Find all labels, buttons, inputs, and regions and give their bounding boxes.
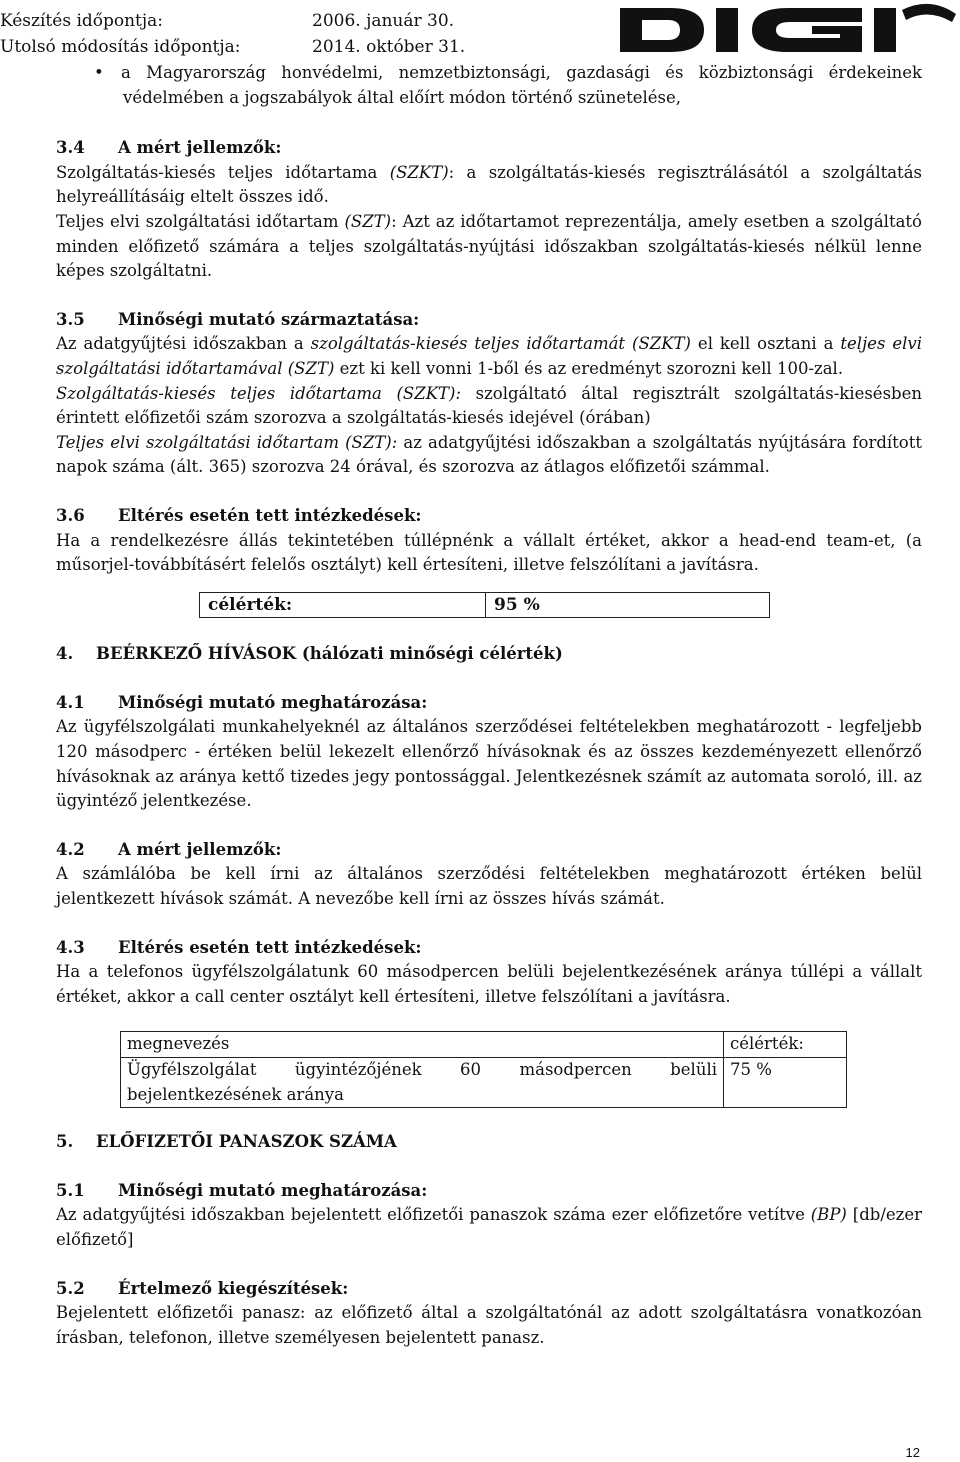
section-number: 4.1 xyxy=(56,692,85,712)
modified-label: Utolsó módosítás időpontja: xyxy=(0,37,241,57)
bullet-list xyxy=(94,61,922,110)
section-number: 4. xyxy=(56,644,74,664)
section-4-2-heading xyxy=(56,838,922,863)
section-title: Eltérés esetén tett intézkedések: xyxy=(118,505,422,525)
column-header-target: célérték: xyxy=(724,1032,847,1058)
section-title: A mért jellemzők: xyxy=(118,138,282,158)
table-row xyxy=(121,1058,847,1108)
section-4-1-text: Az ügyfélszolgálati munkahelyeknél az általános szerződései feltételekben meghatározott - legfeljebb 120 másodperc - értéken belül lekezelt ellenőrző hívásoknak és az összes kezdeményezett ellenőrző hívásoknak az aránya kettő tizedes jegy pontossággal. Jelentkezésnek számít az automata soroló, ill. az ügyintéző jelentkezése. xyxy=(56,717,922,811)
section-title: Eltérés esetén tett intézkedések: xyxy=(118,937,422,957)
szkt-derivation: Szolgáltatás-kiesés teljes időtartama (SZKT): szolgáltató által regisztrált szolgáltatás-kiesésben érintett előfizetői szám szorozva a szolgáltatás-kiesés idejével (órában) xyxy=(56,383,922,428)
target-value-table xyxy=(199,592,770,619)
document-header xyxy=(0,8,465,60)
section-5-2-heading xyxy=(56,1277,922,1302)
column-header-name: megnevezés xyxy=(121,1032,724,1058)
section-number: 3.4 xyxy=(56,138,85,158)
szt-definition: Teljes elvi szolgáltatási időtartam (SZT): Azt az időtartamot reprezentálja, amely esetben a szolgáltató minden előfizető számára a teljes szolgáltatás-nyújtási időszakban szolgáltatás-kiesés nélkül lenne képes szolgáltatni. xyxy=(56,211,922,281)
section-3-5-heading xyxy=(56,308,922,333)
section-number: 3.6 xyxy=(56,505,85,525)
szt-derivation: Teljes elvi szolgáltatási időtartam (SZT): az adatgyűjtési időszakban a szolgáltatás nyújtására fordított napok száma (ált. 365) szorozva 24 órával, és szorozva az átlagos előfizetői számmal. xyxy=(56,432,922,477)
derivation-paragraph: Az adatgyűjtési időszakban a szolgáltatás-kiesés teljes időtartamát (SZKT) el kell osztani a teljes elvi szolgáltatási időtartamával (SZT) ezt ki kell vonni 1-ből és az eredményt szorozni kell 100-zal. xyxy=(56,334,922,378)
section-5-heading xyxy=(56,1130,922,1155)
section-3-6-heading xyxy=(56,504,922,529)
bullet-icon: • xyxy=(94,63,104,82)
table-cell-target: 75 % xyxy=(724,1058,847,1108)
section-title: Minőségi mutató származtatása: xyxy=(118,309,420,329)
section-title: Minőségi mutató meghatározása: xyxy=(118,1180,428,1200)
modified-row xyxy=(0,34,465,60)
section-title: Minőségi mutató meghatározása: xyxy=(118,692,428,712)
section-4-heading xyxy=(56,642,922,667)
section-title: BEÉRKEZŐ HÍVÁSOK (hálózati minőségi célérték) xyxy=(96,644,563,664)
section-number: 4.2 xyxy=(56,839,85,859)
table-cell-label: célérték: xyxy=(200,592,486,618)
bullet-line-2: védelmében a jogszabályok által előírt módon történő szünetelése, xyxy=(123,87,681,107)
digi-logo xyxy=(612,0,960,56)
section-5-2-text: Bejelentett előfizetői panasz: az előfizető által a szolgáltatónál az adott szolgáltatásra vonatkozóan írásban, telefonon, illetve személyesen bejelentett panasz. xyxy=(56,1303,922,1347)
table-header-row xyxy=(121,1032,847,1058)
document-body xyxy=(56,61,922,1350)
table-cell-name: Ügyfélszolgálat ügyintézőjének 60 másodpercen belüli bejelentkezésének aránya xyxy=(121,1058,724,1108)
created-row xyxy=(0,8,465,34)
table-row xyxy=(200,592,770,618)
section-4-3-heading xyxy=(56,936,922,961)
bullet-line-1: a Magyarország honvédelmi, nemzetbiztonsági, gazdasági és közbiztonsági érdekeinek xyxy=(121,63,922,82)
section-5-1-heading xyxy=(56,1179,922,1204)
section-3-4-heading xyxy=(56,136,922,161)
section-4-2-text: A számlálóba be kell írni az általános szerződési feltételekben meghatározott értéken belül jelentkezett hívások számát. A nevezőbe kell írni az összes hívás számát. xyxy=(56,864,922,909)
section-number: 3.5 xyxy=(56,309,85,329)
table-cell-value: 95 % xyxy=(486,592,770,618)
modified-value: 2014. október 31. xyxy=(312,37,466,57)
section-title: A mért jellemzők: xyxy=(118,839,282,859)
created-label: Készítés időpontja: xyxy=(0,11,164,31)
section-3-6-text: Ha a rendelkezésre állás tekintetében túllépnénk a vállalt értéket, akkor a head-end team-et, (a műsorjel-továbbításért felelős osztályt) kell értesíteni, illetve felszólítani a javításra. xyxy=(56,530,922,575)
section-5-1-text: Az adatgyűjtési időszakban bejelentett előfizetői panaszok száma ezer előfizetőre vetítve (BP) [db/ezer előfizető] xyxy=(56,1205,922,1249)
section-number: 5.1 xyxy=(56,1180,85,1200)
section-4-1-heading xyxy=(56,691,922,716)
page-number: 12 xyxy=(905,1445,920,1460)
section-number: 4.3 xyxy=(56,937,85,957)
section-title: Értelmező kiegészítések: xyxy=(118,1278,349,1298)
szkt-definition: Szolgáltatás-kiesés teljes időtartama (SZKT): a szolgáltatás-kiesés regisztrálásától a szolgáltatás helyreállításáig eltelt összes idő. xyxy=(56,162,922,207)
call-target-table xyxy=(120,1031,847,1108)
section-number: 5. xyxy=(56,1132,74,1152)
created-value: 2006. január 30. xyxy=(312,11,455,31)
section-4-3-text: Ha a telefonos ügyfélszolgálatunk 60 másodpercen belüli bejelentkezésének aránya túllépi a vállalt értéket, akkor a call center osztályt kell értesíteni, illetve felszólítani a javításra. xyxy=(56,962,922,1006)
section-title: ELŐFIZETŐI PANASZOK SZÁMA xyxy=(96,1132,397,1152)
list-item xyxy=(94,61,922,110)
section-number: 5.2 xyxy=(56,1278,85,1298)
